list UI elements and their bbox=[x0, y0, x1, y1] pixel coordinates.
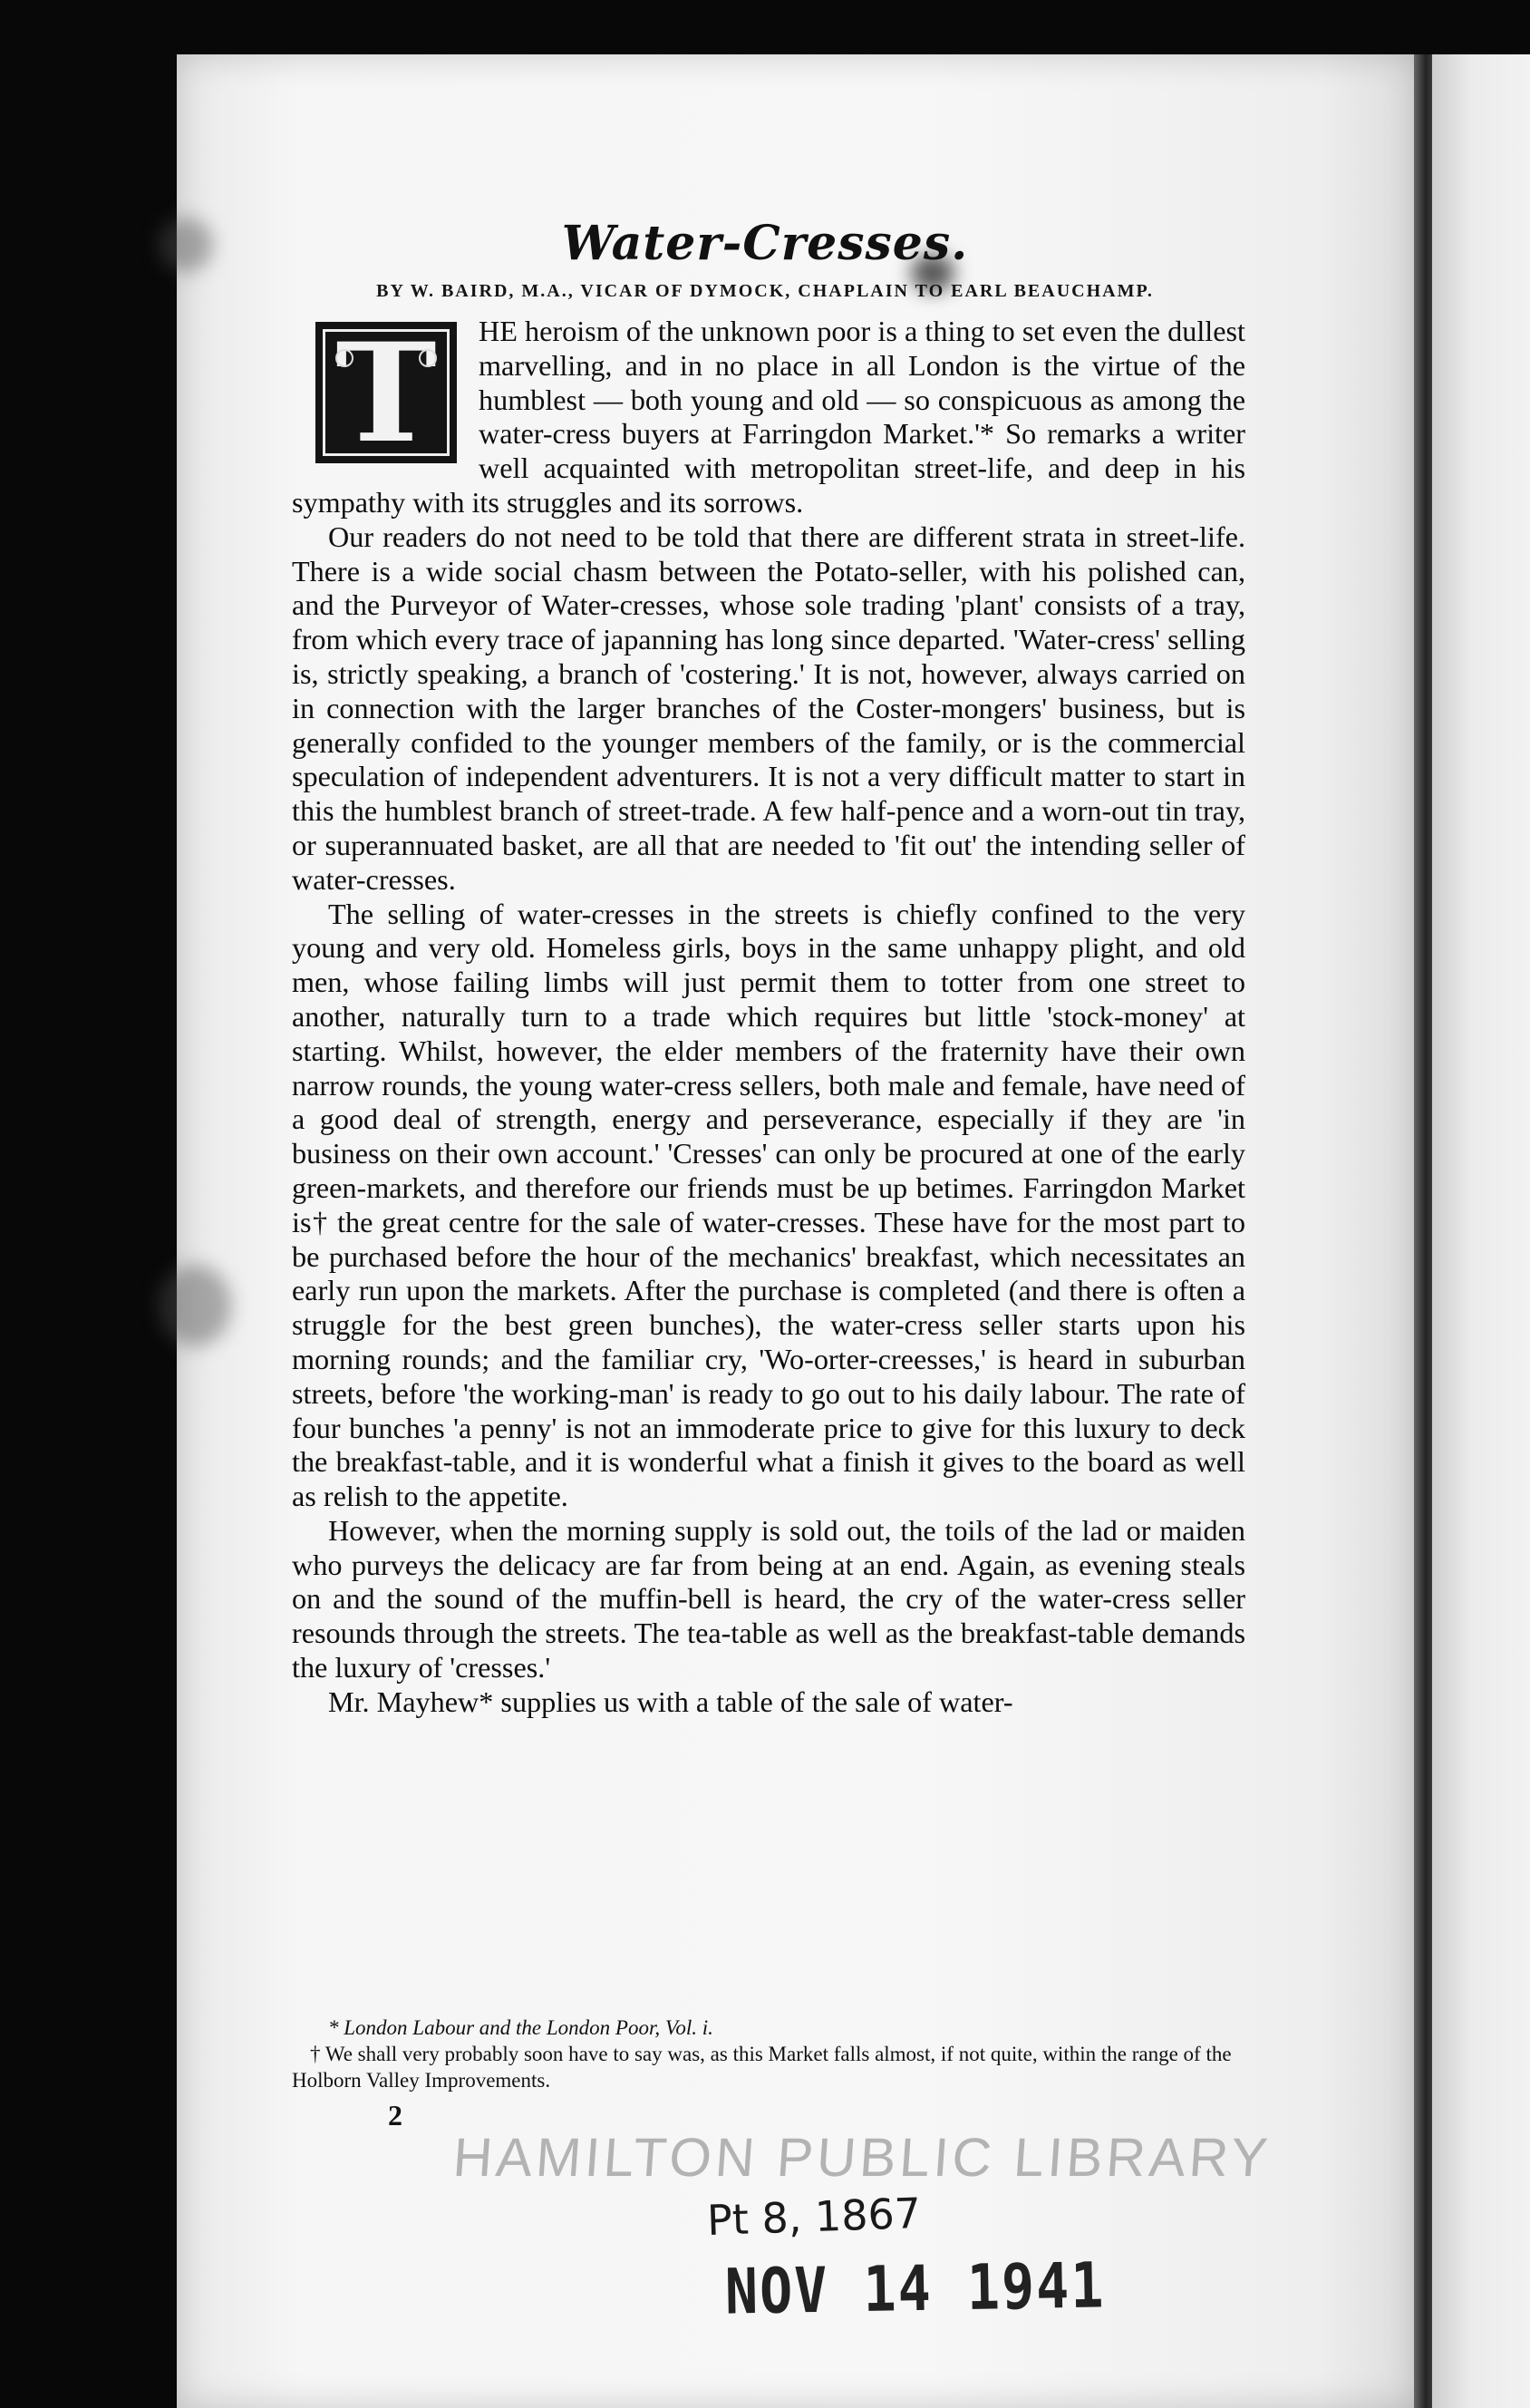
paragraph-3: The selling of water-cresses in the streets is chiefly confined to the very young and very old. Homeless girls, boys in the same unhappy plight, and old men, whose failing limbs will just permit them to totter from one street to another, naturally turn to a trade which requires but little 'stock-money' at starting. Whilst, however, the elder members of the fraternity have their own narrow rounds, the young water-cress sellers, both male and female, have need of a good deal of strength, energy and perseverance, especially if they are 'in business on their own account.' 'Cresses' can only be procured at one of the early green-markets, and therefore our friends must be up betimes. Farringdon Market is† the great centre for the sale of water-cresses. These have for the most part to be purchased before the hour of the mechanics' breakfast, which necessitates an early run upon the markets. After the purchase is completed (and there is often a struggle for the best green bunches), the water-cress seller starts upon his morning rounds; and the familiar cry, 'Wo-orter-creesses,' is heard in suburban streets, before 'the working-man' is ready to go out to his daily labour. The rate of four bunches 'a penny' is not an immoderate price to give for this luxury to deck the breakfast-table, and it is wonderful what a finish it gives to the board as well as relish to the appetite. bbox=[292, 897, 1245, 1513]
paragraph-5: Mr. Mayhew* supplies us with a table of the sale of water- bbox=[328, 1685, 1013, 1718]
book-spine bbox=[1414, 54, 1434, 2408]
article-byline: BY W. BAIRD, M.A., VICAR OF DYMOCK, CHAPLAIN TO EARL BEAUCHAMP. bbox=[376, 281, 1154, 301]
drop-cap-letter: T bbox=[335, 314, 437, 473]
article-title: Water-Cresses. bbox=[561, 216, 969, 271]
paragraph-text: HE heroism of the unknown poor is a thing to set even the dullest marvelling, and in no place in all London is the virtue of the humblest — both young and old — so conspicuous as among the water-cress buyers at Farringdon Market.'* So remarks a writer well acquainted with metropolitan street-life, and deep in his sympathy with its struggles and its sorrows. bbox=[292, 315, 1245, 519]
flower-ornament-icon bbox=[419, 349, 437, 367]
footnote-1: * London Labour and the London Poor, Vol. i. bbox=[328, 2016, 713, 2039]
page-number: 2 bbox=[388, 2099, 402, 2131]
ornamental-drop-cap bbox=[315, 314, 457, 473]
library-stamp: HAMILTON PUBLIC LIBRARY bbox=[450, 2127, 1273, 2188]
ink-stain bbox=[159, 1265, 231, 1346]
paragraph-2: Our readers do not need to be told that there are different strata in street-life. There is a wide social chasm between the Potato-seller, with his polished can, and the Purveyor of Water-cresses, whose sole trading 'plant' consists of a tray, from which every trace of japanning has long since departed. 'Water-cress' selling is, strictly speaking, a branch of 'costering.' It is not, however, always carried on in connection with the larger branches of the Coster-mongers' business, but is generally confided to the younger members of the family, or is the commercial speculation of independent adventurers. It is not a very difficult matter to start in this the humblest branch of street-trade. A few half-pence and a worn-out tin tray, or superannuated basket, are all that are needed to 'fit out' the intending seller of water-cresses. bbox=[292, 519, 1245, 896]
paragraph-4: However, when the morning supply is sold out, the toils of the lad or maiden who purveys the delicacy are far from being at an end. Again, as evening steals on and the sound of the muffin-bell is heard, the cry of the water-cress seller resounds through the streets. The tea-table as well as the breakfast-table demands the luxury of 'cresses.' bbox=[292, 1513, 1245, 1685]
flower-ornament-icon bbox=[335, 349, 353, 367]
handwritten-shelfmark: Pt 8, 1867 bbox=[706, 2188, 922, 2246]
footnote-2: † We shall very probably soon have to say was, as this Market falls almost, if not quite, within the range of the Holborn Valley Improvements. bbox=[292, 2043, 1232, 2092]
article-body bbox=[292, 315, 1245, 1720]
paragraph-1 bbox=[292, 315, 1245, 520]
date-stamp: NOV 14 1941 bbox=[724, 2249, 1107, 2329]
facing-page-edge bbox=[1432, 54, 1530, 2408]
footnotes bbox=[292, 2015, 1245, 2093]
